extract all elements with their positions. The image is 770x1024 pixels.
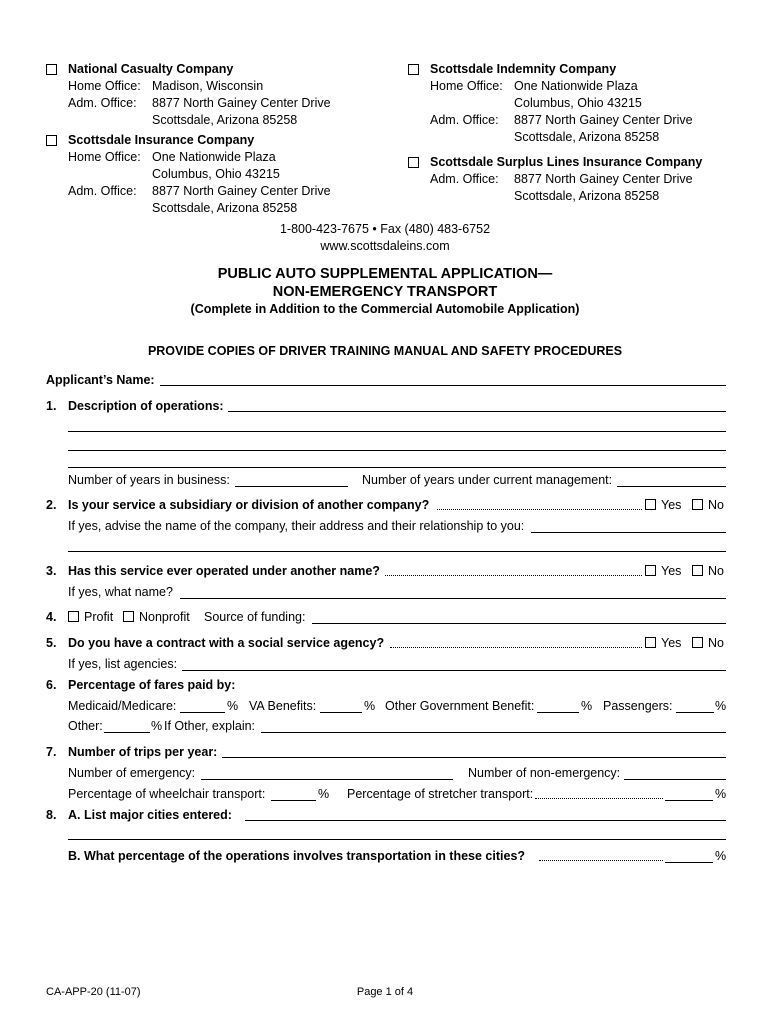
q4-nonprofit-option[interactable]: Nonprofit xyxy=(123,610,190,624)
scottsdale-surplus-adm-2: Scottsdale, Arizona 85258 xyxy=(514,189,660,203)
q1-description-field[interactable] xyxy=(228,411,726,412)
q5-followup-label: If yes, list agencies: xyxy=(68,657,178,671)
q1-years-field[interactable] xyxy=(235,486,348,487)
q1-years-mgmt-label: Number of years under current management: xyxy=(362,473,613,487)
q2-leader-dots xyxy=(437,509,642,510)
scottsdale-insurance-checkbox[interactable] xyxy=(46,135,57,146)
q1-years-label: Number of years in business: xyxy=(68,473,230,487)
q6-other-percent: % xyxy=(151,719,163,733)
scottsdale-insurance-adm: Adm. Office: 8877 North Gainey Center Drive xyxy=(68,184,331,198)
q4-nonprofit-checkbox[interactable] xyxy=(123,611,134,622)
q6-explain-label: If Other, explain: xyxy=(164,719,256,733)
applicant-name-field[interactable] xyxy=(160,385,726,386)
scottsdale-insurance-home-2: Columbus, Ohio 43215 xyxy=(152,167,280,181)
national-casualty-adm: Adm. Office: 8877 North Gainey Center Drive xyxy=(68,96,331,110)
q8b-percent-field[interactable] xyxy=(665,862,713,863)
q1-description-line-3[interactable] xyxy=(68,450,726,451)
q8b-percent-sign: % xyxy=(715,849,727,863)
q1-description-line-2[interactable] xyxy=(68,431,726,432)
scottsdale-indemnity-adm-2: Scottsdale, Arizona 85258 xyxy=(514,130,660,144)
q7-stretcher-percent: % xyxy=(715,787,727,801)
q3-yes-checkbox[interactable] xyxy=(645,565,656,576)
q7-stretcher-leader-dots xyxy=(535,798,663,799)
q6-medicaid-percent: % xyxy=(227,699,239,713)
q6-medicaid-label: Medicaid/Medicare: xyxy=(68,699,177,713)
form-title-line2: NON-EMERGENCY TRANSPORT xyxy=(272,284,498,300)
q1-description-line-4[interactable] xyxy=(68,467,726,468)
q6-other-label: Other: xyxy=(68,719,103,733)
q2-followup-label: If yes, advise the name of the company, their address and their relationship to you: xyxy=(68,519,525,533)
q5-yes-checkbox[interactable] xyxy=(645,637,656,648)
scottsdale-surplus-adm: Adm. Office: 8877 North Gainey Center Drive xyxy=(430,172,693,186)
scottsdale-indemnity-checkbox[interactable] xyxy=(408,64,419,75)
q7-nonemergency-label: Number of non-emergency: xyxy=(468,766,621,780)
q6-medicaid-field[interactable] xyxy=(180,712,225,713)
q2-no-checkbox[interactable] xyxy=(692,499,703,510)
page-number: Page 1 of 4 xyxy=(356,986,414,998)
q5-yes-option[interactable]: Yes xyxy=(645,636,681,650)
scottsdale-surplus-checkbox[interactable] xyxy=(408,157,419,168)
applicant-name-label: Applicant’s Name: xyxy=(46,373,155,387)
q6-label: Percentage of fares paid by: xyxy=(68,678,236,692)
q8a-label: A. List major cities entered: xyxy=(68,808,232,822)
q7-emergency-label: Number of emergency: xyxy=(68,766,196,780)
q1-years-mgmt-field[interactable] xyxy=(617,486,726,487)
q4-number: 4. xyxy=(46,610,57,624)
national-casualty-adm-2: Scottsdale, Arizona 85258 xyxy=(152,113,298,127)
q6-passengers-label: Passengers: xyxy=(603,699,673,713)
q4-profit-checkbox[interactable] xyxy=(68,611,79,622)
q6-other-gov-label: Other Government Benefit: xyxy=(385,699,535,713)
q5-number: 5. xyxy=(46,636,57,650)
q3-number: 3. xyxy=(46,564,57,578)
q6-passengers-percent: % xyxy=(715,699,727,713)
q8b-label: B. What percentage of the operations involves transportation in these cities? xyxy=(68,849,526,863)
contact-website[interactable]: www.scottsdaleins.com xyxy=(320,239,450,253)
q2-followup-field[interactable] xyxy=(531,532,726,533)
q7-emergency-field[interactable] xyxy=(201,779,453,780)
q1-number: 1. xyxy=(46,399,57,413)
q2-yes-checkbox[interactable] xyxy=(645,499,656,510)
contact-phone-fax: 1-800-423-7675 • Fax (480) 483-6752 xyxy=(279,222,491,236)
q6-number: 6. xyxy=(46,678,57,692)
q4-source-field[interactable] xyxy=(312,623,726,624)
q7-number: 7. xyxy=(46,745,57,759)
q5-followup-field[interactable] xyxy=(182,670,726,671)
q4-profit-option[interactable]: Profit xyxy=(68,610,113,624)
q3-yes-option[interactable]: Yes xyxy=(645,564,681,578)
q3-followup-label: If yes, what name? xyxy=(68,585,173,599)
q7-stretcher-label: Percentage of stretcher transport: xyxy=(347,787,534,801)
scottsdale-insurance-home: Home Office: One Nationwide Plaza xyxy=(68,150,276,164)
national-casualty-home: Home Office: Madison, Wisconsin xyxy=(68,79,264,93)
q7-trips-field[interactable] xyxy=(222,757,726,758)
q5-no-option[interactable]: No xyxy=(692,636,724,650)
q6-va-percent: % xyxy=(364,699,376,713)
scottsdale-indemnity-home-2: Columbus, Ohio 43215 xyxy=(514,96,642,110)
q3-followup-field[interactable] xyxy=(180,598,726,599)
scottsdale-insurance-name: Scottsdale Insurance Company xyxy=(68,133,255,147)
q5-label: Do you have a contract with a social service agency? xyxy=(68,636,385,650)
q3-no-option[interactable]: No xyxy=(692,564,724,578)
q8b-leader-dots xyxy=(539,860,663,861)
q2-yes-option[interactable]: Yes xyxy=(645,498,681,512)
q3-label: Has this service ever operated under another name? xyxy=(68,564,380,578)
q6-other-gov-percent: % xyxy=(581,699,593,713)
q8a-cities-field[interactable] xyxy=(245,820,726,821)
q6-va-field[interactable] xyxy=(320,712,362,713)
q7-nonemergency-field[interactable] xyxy=(624,779,726,780)
q5-no-checkbox[interactable] xyxy=(692,637,703,648)
q1-label: Description of operations: xyxy=(68,399,224,413)
q3-no-checkbox[interactable] xyxy=(692,565,703,576)
form-title-line1: PUBLIC AUTO SUPPLEMENTAL APPLICATION— xyxy=(217,266,553,282)
scottsdale-insurance-adm-2: Scottsdale, Arizona 85258 xyxy=(152,201,298,215)
form-subtitle: (Complete in Addition to the Commercial Automobile Application) xyxy=(190,302,580,316)
q2-followup-line-2[interactable] xyxy=(68,551,726,552)
q7-label: Number of trips per year: xyxy=(68,745,218,759)
q6-va-label: VA Benefits: xyxy=(249,699,317,713)
national-casualty-name: National Casualty Company xyxy=(68,62,234,76)
q5-leader-dots xyxy=(390,647,642,648)
q6-explain-field[interactable] xyxy=(261,732,726,733)
scottsdale-surplus-name: Scottsdale Surplus Lines Insurance Company xyxy=(430,155,703,169)
national-casualty-checkbox[interactable] xyxy=(46,64,57,75)
q8a-cities-line-2[interactable] xyxy=(68,839,726,840)
scottsdale-indemnity-name: Scottsdale Indemnity Company xyxy=(430,62,617,76)
q6-other-field[interactable] xyxy=(104,732,150,733)
q6-other-gov-field[interactable] xyxy=(537,712,579,713)
form-code: CA-APP-20 (11-07) xyxy=(46,986,141,998)
q2-no-option[interactable]: No xyxy=(692,498,724,512)
q7-wheelchair-percent: % xyxy=(318,787,330,801)
q8-number: 8. xyxy=(46,808,57,822)
q2-number: 2. xyxy=(46,498,57,512)
q7-wheelchair-label: Percentage of wheelchair transport: xyxy=(68,787,266,801)
q2-label: Is your service a subsidiary or division of another company? xyxy=(68,498,430,512)
q7-wheelchair-field[interactable] xyxy=(271,800,316,801)
scottsdale-indemnity-adm: Adm. Office: 8877 North Gainey Center Drive xyxy=(430,113,693,127)
q3-leader-dots xyxy=(385,575,642,576)
q7-stretcher-field[interactable] xyxy=(665,800,713,801)
q4-source-label: Source of funding: xyxy=(204,610,306,624)
instruction-heading: PROVIDE COPIES OF DRIVER TRAINING MANUAL AND SAFETY PROCEDURES xyxy=(147,344,623,358)
q6-passengers-field[interactable] xyxy=(676,712,714,713)
scottsdale-indemnity-home: Home Office: One Nationwide Plaza xyxy=(430,79,638,93)
